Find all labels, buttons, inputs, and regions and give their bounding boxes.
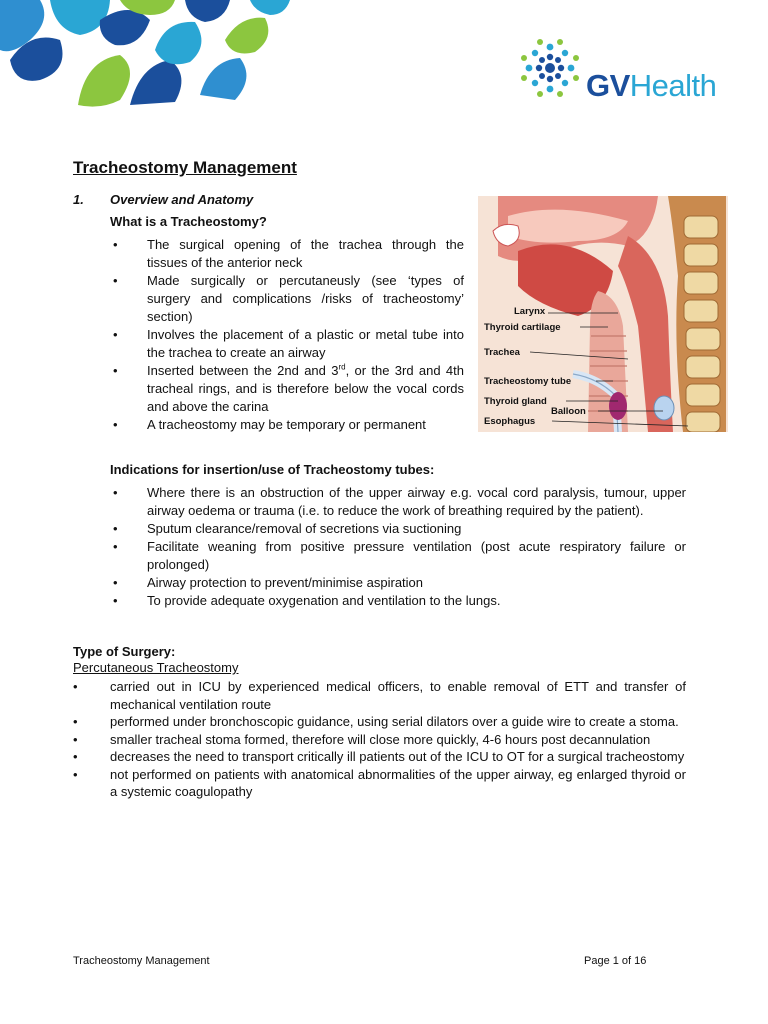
overview-list xyxy=(110,236,464,434)
logo-health: Health xyxy=(629,68,717,103)
section-title: Overview and Anatomy xyxy=(110,192,254,207)
list-item: • decreases the need to transport critically ill patients out of the ICU to OT for a surgical tracheostomy xyxy=(73,749,685,764)
percutaneous-subheading: Percutaneous Tracheostomy xyxy=(73,660,239,675)
label-thyroid-gland: Thyroid gland xyxy=(484,396,547,407)
list-item: • Involves the placement of a plastic or metal tube into the trachea to create an airway xyxy=(113,327,464,360)
list-item: • Made surgically or percutaneusly (see ‘types of surgery and complications /risks of tracheostomy’ section) xyxy=(113,273,464,324)
label-tracheostomy-tube: Tracheostomy tube xyxy=(484,376,572,387)
label-esophagus: Esophagus xyxy=(484,416,536,427)
list-item: • The surgical opening of the trachea through the tissues of the anterior neck xyxy=(113,237,464,270)
surgery-heading: Type of Surgery: xyxy=(73,644,176,659)
section-number: 1. xyxy=(73,192,84,207)
list-item: • To provide adequate oxygenation and ventilation to the lungs. xyxy=(113,593,501,608)
list-item: • Airway protection to prevent/minimise aspiration xyxy=(113,575,424,590)
list-item: • smaller tracheal stoma formed, therefore will close more quickly, 4-6 hours post decannulation xyxy=(73,731,651,747)
logo-wordmark xyxy=(586,70,716,101)
label-thyroid-cartilage: Thyroid cartilage xyxy=(484,322,561,333)
page-title: Tracheostomy Management xyxy=(73,158,297,177)
logo-gv: GV xyxy=(586,68,630,103)
label-balloon: Balloon xyxy=(551,406,586,417)
list-item: • Where there is an obstruction of the upper airway e.g. vocal cord paralysis, tumour, upper airway oedema or trauma (i.e. to reduce the work of breathing required by the patient). xyxy=(113,485,686,518)
label-larynx: Larynx xyxy=(514,306,546,317)
logo-flower-icon xyxy=(510,30,586,106)
footer-left: Tracheostomy Management xyxy=(73,955,210,967)
surgery-list xyxy=(73,678,686,801)
footer-page-number: Page 1 of 16 xyxy=(584,955,647,967)
list-item: • performed under bronchoscopic guidance, using serial dilators over a guide wire to create a stoma. xyxy=(73,714,679,729)
list-item: • Sputum clearance/removal of secretions via suctioning xyxy=(113,521,462,536)
what-is-heading: What is a Tracheostomy? xyxy=(110,214,267,229)
list-item: • Inserted between the 2nd and 3rd, or the 3rd and 4th tracheal rings, and is therefore below the vocal cords and above the carina xyxy=(113,362,464,414)
list-item: • not performed on patients with anatomical abnormalities of the upper airway, eg enlarged thyroid or a systemic coagulopathy xyxy=(73,766,686,799)
label-trachea: Trachea xyxy=(484,347,520,358)
indications-list xyxy=(110,484,686,610)
list-item: • Facilitate weaning from positive pressure ventilation (post acute respiratory failure or prolonged) xyxy=(113,539,686,572)
tracheostomy-anatomy-diagram xyxy=(478,196,728,432)
gvhealth-logo xyxy=(510,30,740,110)
list-item: • A tracheostomy may be temporary or permanent xyxy=(113,417,426,432)
indications-heading: Indications for insertion/use of Tracheostomy tubes: xyxy=(110,462,435,477)
header-decoration xyxy=(0,0,300,110)
list-item: • carried out in ICU by experienced medical officers, to enable removal of ETT and transfer of mechanical ventilation route xyxy=(73,679,686,712)
